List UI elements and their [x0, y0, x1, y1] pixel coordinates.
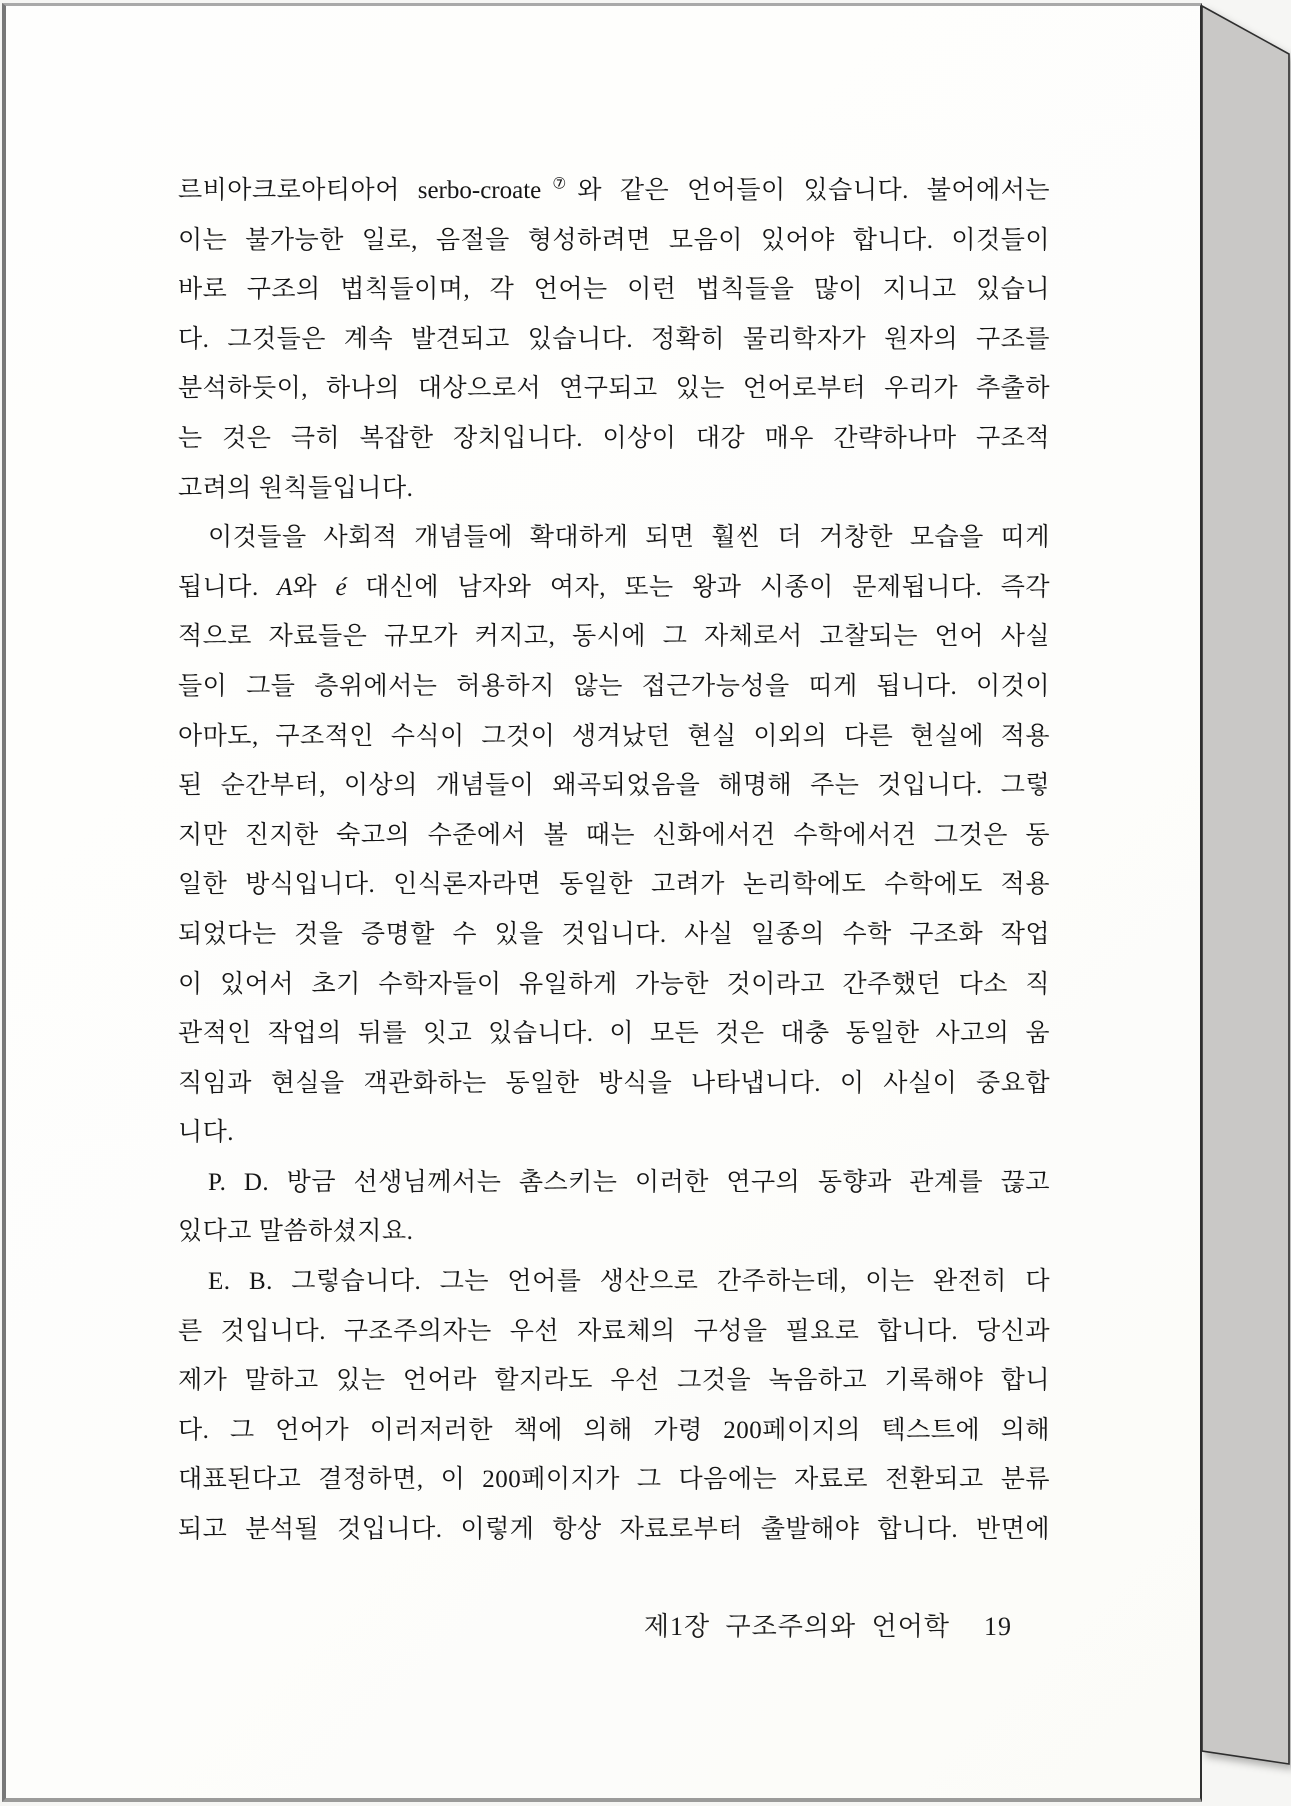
text-line: 아마도, 구조적인 수식이 그것이 생겨났던 현실 이외의 다른 현실에 적용 [178, 722, 1050, 750]
text-line: 바로 구조의 법칙들이며, 각 언어는 이런 법칙들을 많이 지니고 있습니 [178, 276, 1050, 304]
text-line: 되었다는 것을 증명할 수 있을 것입니다. 사실 일종의 수학 구조화 작업 [178, 920, 1050, 948]
text-line-speaker-eb: E. B. 그렇습니다. 그는 언어를 생산으로 간주하는데, 이는 완전히 다 [208, 1268, 1050, 1296]
page [2, 3, 1202, 1802]
text-run: 됩니다. [178, 573, 278, 601]
text-line: 이것들을 사회적 개념들에 확대하게 되면 훨씬 더 거창한 모습을 띠게 [208, 524, 1050, 552]
text-line: 된 순간부터, 이상의 개념들이 왜곡되었음을 해명해 주는 것입니다. 그렇 [178, 772, 1050, 800]
text-line: 있다고 말씀하셨지요. [178, 1218, 414, 1246]
body-text [178, 166, 1050, 1555]
text-line: 지만 진지한 숙고의 수준에서 볼 때는 신화에서건 수학에서건 그것은 동 [178, 821, 1050, 849]
text-run: 와 [292, 573, 336, 601]
text-line: 는 것은 극히 복잡한 장치입니다. 이상이 대강 매우 간략하나마 구조적 [178, 424, 1050, 452]
text-line: 적으로 자료들은 규모가 커지고, 동시에 그 자체로서 고찰되는 언어 사실 [178, 623, 1050, 651]
text-line: 관적인 작업의 뒤를 잇고 있습니다. 이 모든 것은 대충 동일한 사고의 움 [178, 1020, 1050, 1048]
text-line: 른 것입니다. 구조주의자는 우선 자료체의 구성을 필요로 합니다. 당신과 [178, 1317, 1050, 1345]
page-number: 19 [984, 1612, 1012, 1641]
text-line [178, 563, 1050, 613]
page-footer [178, 1606, 1050, 1643]
text-line: 이는 불가능한 일로, 음절을 형성하려면 모음이 있어야 합니다. 이것들이 [178, 226, 1050, 254]
latin-word: serbo-croate [417, 177, 542, 204]
text-line: 다. 그것들은 계속 발견되고 있습니다. 정확히 물리학자가 원자의 구조를 [178, 325, 1050, 353]
text-line: 분석하듯이, 하나의 대상으로서 연구되고 있는 언어로부터 우리가 추출하 [178, 375, 1050, 403]
text-line: 되고 분석될 것입니다. 이렇게 항상 자료로부터 출발해야 합니다. 반면에 [178, 1516, 1050, 1544]
text-run: 대신에 남자와 여자, 또는 왕과 시종이 문제됩니다. 즉각 [346, 573, 1051, 601]
chapter-title: 제1장 구조주의와 언어학 [643, 1612, 950, 1641]
footnote-mark: ⑦ [541, 175, 578, 193]
text-line: 일한 방식입니다. 인식론자라면 동일한 고려가 논리학에도 수학에도 적용 [178, 871, 1050, 899]
text-line: 들이 그들 층위에서는 허용하지 않는 접근가능성을 띠게 됩니다. 이것이 [178, 672, 1050, 700]
text-run: 와 같은 언어들이 있습니다. 불어에서는 [577, 177, 1050, 204]
text-line: 니다. [178, 1119, 235, 1147]
text-line-speaker-pd: P. D. 방금 선생님께서는 촘스키는 이러한 연구의 동향과 관계를 끊고 [208, 1168, 1050, 1196]
text-line: 대표된다고 결정하면, 이 200페이지가 그 다음에는 자료로 전환되고 분류 [178, 1466, 1050, 1494]
text-line [178, 166, 1050, 216]
text-line: 다. 그 언어가 이러저러한 책에 의해 가령 200페이지의 텍스트에 의해 [178, 1416, 1050, 1444]
text-run: 르비아크로아티아어 [178, 177, 418, 204]
italic-letter: A [277, 573, 293, 601]
text-line: 제가 말하고 있는 언어라 할지라도 우선 그것을 녹음하고 기록해야 합니 [178, 1367, 1050, 1395]
text-line: 고려의 원칙들입니다. [178, 474, 414, 502]
text-line: 직임과 현실을 객관화하는 동일한 방식을 나타냅니다. 이 사실이 중요합 [178, 1069, 1050, 1097]
text-line: 이 있어서 초기 수학자들이 유일하게 가능한 것이라고 간주했던 다소 직 [178, 970, 1050, 998]
italic-letter: é [335, 573, 347, 601]
page-thickness-polygon [1202, 6, 1289, 1764]
